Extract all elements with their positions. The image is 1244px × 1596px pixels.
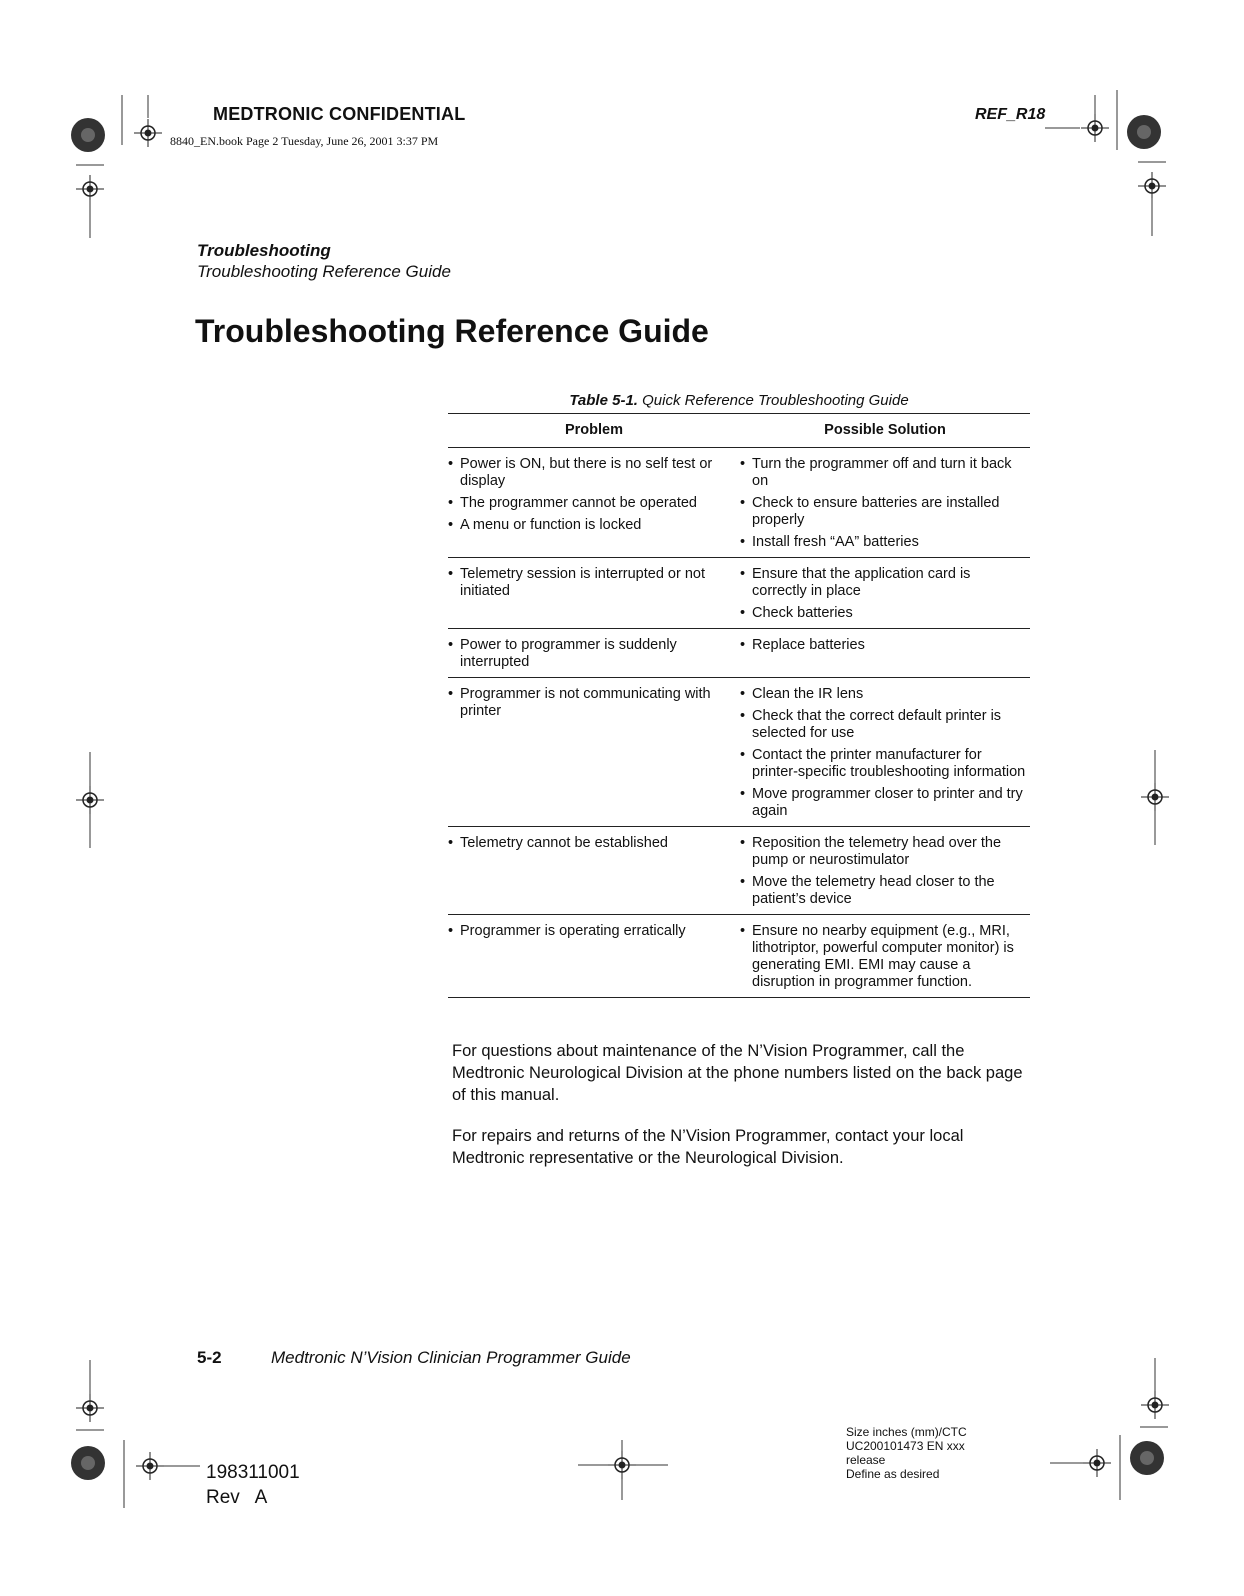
table-header-row [448,414,1030,448]
registration-target [134,119,162,147]
solution-cell [740,629,1030,678]
repairs-paragraph: For repairs and returns of the N’Vision Programmer, contact your local Medtronic representative or the Neurological Division. [452,1127,964,1167]
list-item: • Reposition the telemetry head over the pump or neurostimulator [740,835,1002,868]
list-item: • Power is ON, but there is no self test or display [448,456,713,489]
solution-cell [740,448,1030,558]
registration-target [1083,1449,1111,1477]
registration-blot [1127,115,1161,149]
document-number-block [206,1460,300,1510]
header-problem: Problem [448,414,740,448]
solution-cell [740,678,1030,827]
list-item: • Programmer is operating erratically [448,923,686,939]
size-line: Size inches (mm)/CTC [846,1425,967,1439]
manual-title: Medtronic N’Vision Clinician Programmer Guide [271,1348,631,1367]
page-number: 5-2 [197,1348,222,1367]
size-info [846,1425,967,1481]
registration-target [76,1394,104,1422]
problem-cell [448,629,740,678]
list-item: • Contact the printer manufacturer for printer-specific troubleshooting information [740,747,1026,780]
registration-target [608,1451,636,1479]
list-item: • Programmer is not communicating with printer [448,686,711,719]
table-caption-text: Quick Reference Troubleshooting Guide [642,392,909,409]
solution-cell [740,558,1030,629]
list-item: • Move programmer closer to printer and try again [740,786,1023,819]
size-line: Define as desired [846,1467,940,1481]
list-item: • Ensure no nearby equipment (e.g., MRI, lithotriptor, powerful computer monitor) is generating EMI. EMI may cause a disruption in programmer function. [740,923,1014,990]
list-item: • Replace batteries [740,637,865,653]
size-line: release [846,1453,886,1467]
list-item: • Check batteries [740,605,853,621]
registration-target [76,175,104,203]
table-caption-label: Table 5-1. [569,392,638,409]
list-item: • Turn the programmer off and turn it back on [740,456,1012,489]
header-solution: Possible Solution [740,414,1030,448]
registration-target [1138,172,1166,200]
list-item: • A menu or function is locked [448,517,642,533]
ref-code: REF_R18 [975,106,1046,123]
revision: Rev A [206,1487,268,1508]
table-row [448,915,1030,998]
list-item: • Power to programmer is suddenly interrupted [448,637,677,670]
problem-cell [448,448,740,558]
table-row [448,629,1030,678]
registration-target [136,1452,164,1480]
problem-cell [448,678,740,827]
table-row [448,448,1030,558]
problem-cell [448,915,740,998]
running-head-subsection: Troubleshooting Reference Guide [197,262,451,281]
list-item: • Clean the IR lens [740,686,864,702]
list-item: • Install fresh “AA” batteries [740,534,919,550]
registration-target [1081,114,1109,142]
book-info: 8840_EN.book Page 2 Tuesday, June 26, 2001 3:37 PM [170,134,439,148]
list-item: • Telemetry session is interrupted or not initiated [448,566,705,599]
page-title: Troubleshooting Reference Guide [195,313,709,349]
size-line: UC200101473 EN xxx [846,1439,965,1453]
registration-target [1141,783,1169,811]
document-number: 198311001 [206,1462,300,1483]
list-item: • Ensure that the application card is correctly in place [740,566,971,599]
table-row [448,827,1030,915]
problem-cell [448,558,740,629]
solution-cell [740,915,1030,998]
list-item: • The programmer cannot be operated [448,495,697,511]
registration-blot [1130,1441,1164,1475]
problem-cell [448,827,740,915]
table-row [448,678,1030,827]
maintenance-paragraph: For questions about maintenance of the N’Vision Programmer, call the Medtronic Neurological Division at the phone numbers listed on the back page of this manual. [452,1042,1023,1104]
troubleshooting-table [448,413,1030,998]
solution-cell [740,827,1030,915]
confidential-label: MEDTRONIC CONFIDENTIAL [213,104,466,124]
registration-target [76,786,104,814]
list-item: • Telemetry cannot be established [448,835,668,851]
list-item: • Move the telemetry head closer to the patient’s device [740,874,995,907]
registration-target [1141,1391,1169,1419]
registration-blot [71,118,105,152]
running-head-section: Troubleshooting [197,241,331,260]
table-row [448,558,1030,629]
registration-blot [71,1446,105,1480]
list-item: • Check that the correct default printer is selected for use [740,708,1002,741]
table-caption [448,392,1030,409]
list-item: • Check to ensure batteries are installed properly [740,495,1000,528]
